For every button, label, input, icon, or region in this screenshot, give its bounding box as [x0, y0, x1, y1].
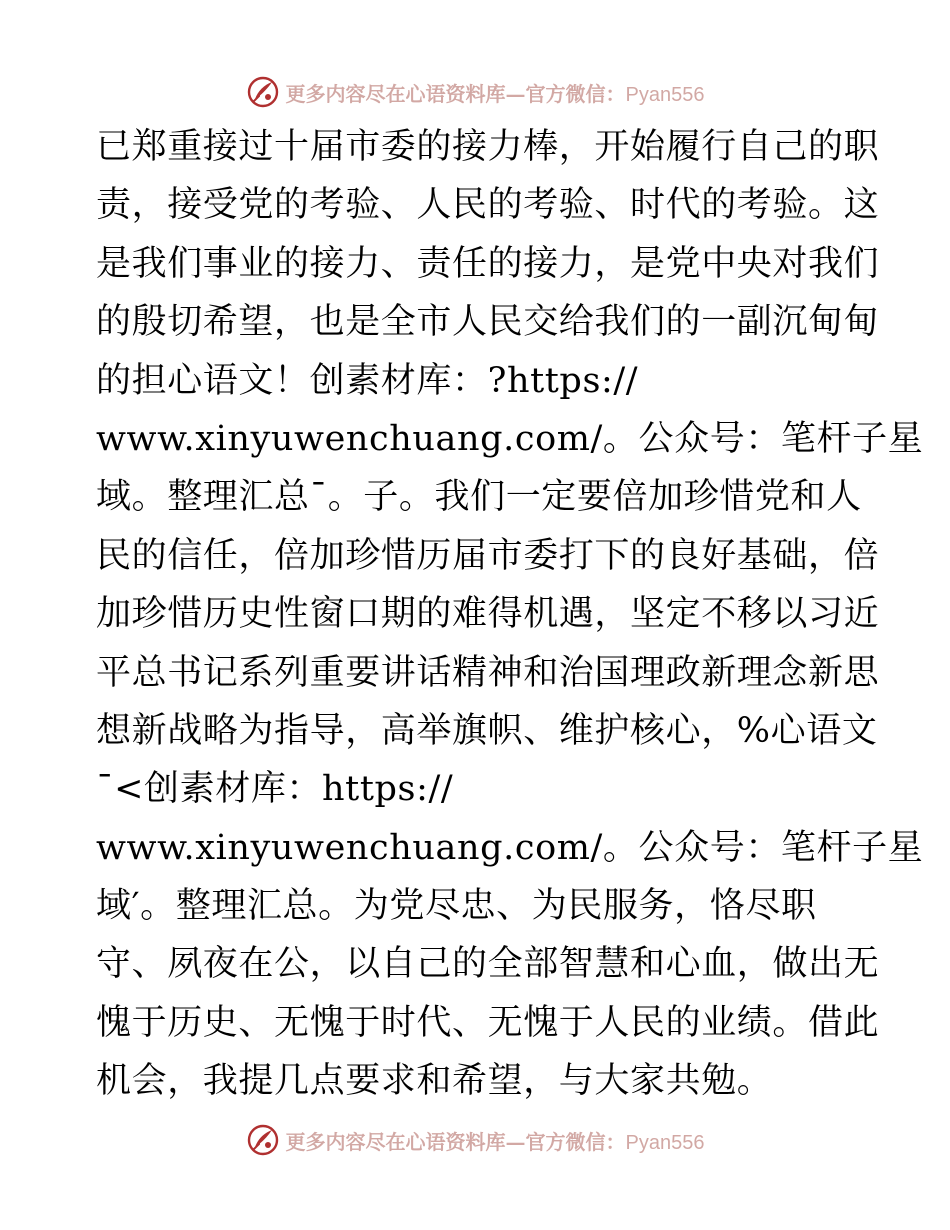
- header-banner-text: 更多内容尽在心语资料库—官方微信：: [285, 81, 626, 106]
- footer-banner: [0, 1120, 950, 1160]
- header-wechat-id: Pyan556: [625, 83, 705, 106]
- text-line: 加珍惜历史性窗口期的难得机遇，坚定不移以习近: [96, 594, 880, 635]
- text-line: www.xinyuwenchuang.com/。公众号：笔杆子星: [96, 827, 924, 868]
- header-banner: [0, 72, 950, 112]
- text-line: 域′。整理汇总。为党尽忠、为民服务，恪尽职: [96, 886, 817, 927]
- text-line: 想新战略为指导，高举旗帜、维护核心，%心语文: [96, 710, 878, 751]
- quill-pen-seal-icon: [246, 1123, 280, 1157]
- text-line: 的担心语文！创素材库：?https://: [96, 360, 639, 401]
- footer-wechat-id: Pyan556: [625, 1131, 705, 1154]
- text-line: 已郑重接过十届市委的接力棒，开始履行自己的职: [96, 127, 880, 167]
- text-line: 机会，我提几点要求和希望，与大家共勉。: [96, 1061, 773, 1102]
- text-line: 守、夙夜在公，以自己的全部智慧和心血，做出无: [96, 944, 880, 985]
- text-line: 责，接受党的考验、人民的考验、时代的考验。这: [96, 185, 880, 226]
- document-body: [96, 118, 924, 1111]
- footer-banner-text: 更多内容尽在心语资料库—官方微信：: [285, 1129, 626, 1154]
- text-line: 的殷切希望，也是全市人民交给我们的一副沉甸甸: [96, 302, 880, 343]
- text-line: 民的信任，倍加珍惜历届市委打下的良好基础，倍: [96, 535, 880, 576]
- text-line: ¯<创素材库：https://: [96, 769, 454, 810]
- text-line: 愧于历史、无愧于时代、无愧于人民的业绩。借此: [96, 1002, 880, 1043]
- text-line: 平总书记系列重要讲话精神和治国理政新理念新思: [96, 652, 880, 693]
- quill-pen-seal-icon: [246, 75, 280, 109]
- text-line: 是我们事业的接力、责任的接力，是党中央对我们: [96, 243, 880, 284]
- text-line: 域。整理汇总¯。子。我们一定要倍加珍惜党和人: [96, 477, 862, 518]
- text-line: www.xinyuwenchuang.com/。公众号：笔杆子星: [96, 418, 924, 459]
